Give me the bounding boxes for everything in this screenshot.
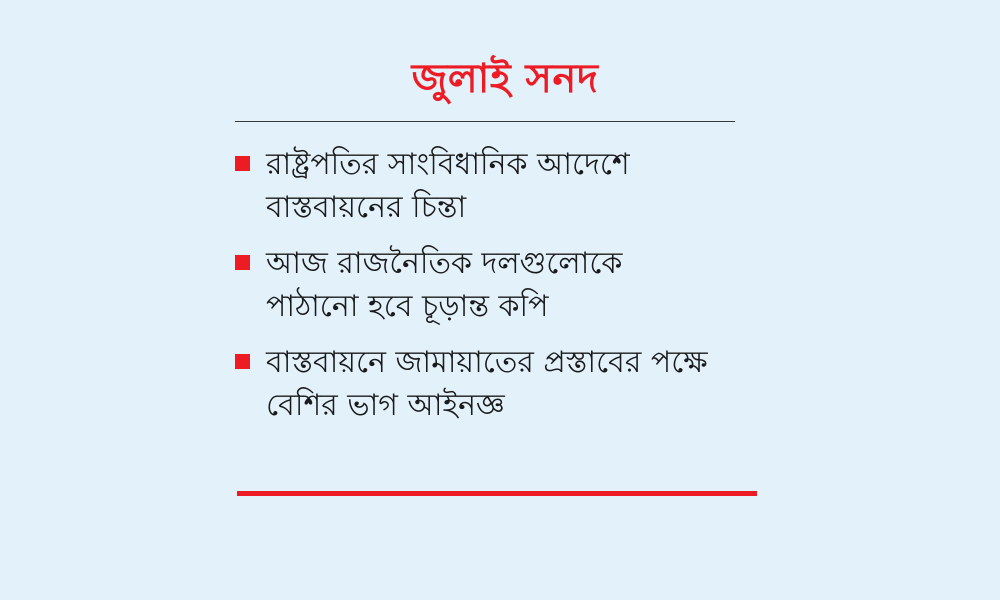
bullet-list (235, 144, 775, 428)
square-bullet-icon (235, 354, 250, 369)
bottom-divider (237, 491, 757, 496)
square-bullet-icon (235, 255, 250, 270)
square-bullet-icon (235, 156, 250, 171)
bullet-text: রাষ্ট্রপতির সাংবিধানিক আদেশে বাস্তবায়নের চিন্তা (266, 147, 630, 225)
page-title: জুলাই সনদ (411, 56, 599, 102)
list-item (235, 243, 775, 328)
title-divider (235, 121, 735, 122)
list-item (235, 342, 775, 427)
bullet-text: বাস্তবায়নে জামায়াতের প্রস্তাবের পক্ষে বেশির ভাগ আইনজ্ঞ (266, 345, 708, 423)
bullet-text: আজ রাজনৈতিক দলগুলোকে পাঠানো হবে চূড়ান্ত কপি (266, 246, 623, 324)
content-block (235, 55, 775, 442)
list-item (235, 144, 775, 229)
